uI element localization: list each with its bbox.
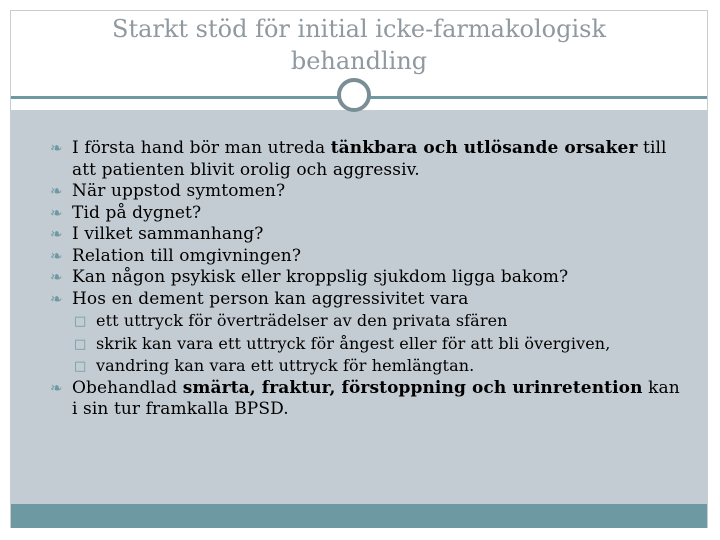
hollow-square-bullet-icon: □ <box>74 359 87 374</box>
sub-bullet-text: skrik kan vara ett uttryck för ångest eller för att bli övergiven, <box>96 333 611 353</box>
bullet-text: kan i sin tur framkalla BPSD. <box>72 377 680 419</box>
sub-list-item <box>50 355 690 378</box>
list-item <box>50 289 690 311</box>
sub-list-item <box>50 310 690 333</box>
slide-title <box>11 13 707 77</box>
bullet-text: Hos en dement person kan aggressivitet vara <box>72 288 469 309</box>
sub-bullet-text: ett uttryck för överträdelser av den privata sfären <box>96 311 508 330</box>
list-item <box>50 181 690 203</box>
bullet-text: Kan någon psykisk eller kroppslig sjukdom ligga bakom? <box>72 267 569 287</box>
bullet-text: Tid på dygnet? <box>72 202 202 223</box>
hollow-square-bullet-icon: □ <box>74 314 87 329</box>
list-item <box>50 246 690 268</box>
bullet-text: När uppstod symtomen? <box>72 181 286 201</box>
title-line-1: Starkt stöd för initial icke-farmakologisk <box>112 15 606 43</box>
sub-list-item <box>50 333 690 356</box>
bullet-text: Relation till omgivningen? <box>72 245 302 266</box>
footer-bar <box>11 504 707 528</box>
list-item <box>50 224 690 246</box>
list-item <box>50 267 690 289</box>
flourish-bullet-icon: ❧ <box>50 203 63 222</box>
list-item <box>50 203 690 225</box>
circle-ornament-icon <box>337 78 371 112</box>
bullet-text: I första hand bör man utreda <box>72 138 331 158</box>
bullet-text: Obehandlad <box>72 377 183 398</box>
bullet-bold-text: smärta, fraktur, förstoppning och urinretention <box>182 377 643 398</box>
sub-bullet-text: vandring kan vara ett uttryck för hemlängtan. <box>96 356 475 375</box>
bullet-text: till att patienten blivit orolig och aggressiv. <box>72 138 667 180</box>
flourish-bullet-icon: ❧ <box>50 378 63 397</box>
flourish-bullet-icon: ❧ <box>50 268 63 286</box>
flourish-bullet-icon: ❧ <box>50 182 63 200</box>
flourish-bullet-icon: ❧ <box>50 289 63 308</box>
bullet-bold-text: tänkbara och utlösande orsaker <box>330 138 638 158</box>
list-item <box>50 138 690 181</box>
bullet-list <box>50 138 690 421</box>
list-item <box>50 378 690 421</box>
flourish-bullet-icon: ❧ <box>50 225 63 243</box>
bullet-text: I vilket sammanhang? <box>72 224 264 244</box>
flourish-bullet-icon: ❧ <box>50 139 63 157</box>
flourish-bullet-icon: ❧ <box>50 246 63 265</box>
hollow-square-bullet-icon: □ <box>74 336 87 352</box>
title-line-2: behandling <box>290 47 428 75</box>
